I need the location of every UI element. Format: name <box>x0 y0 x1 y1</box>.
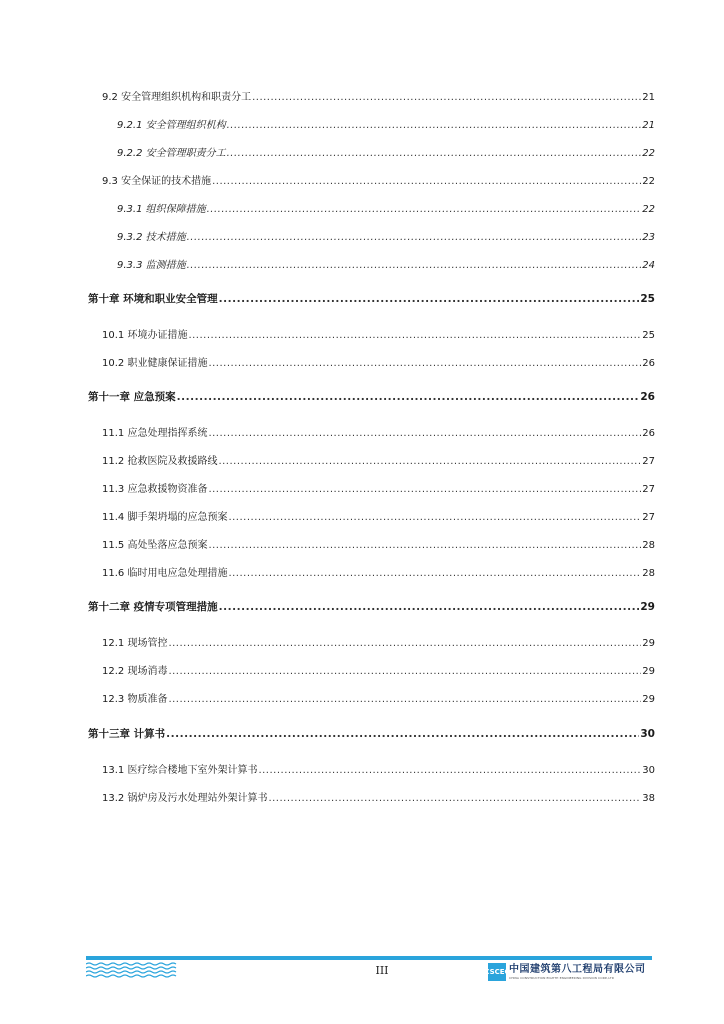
toc-entry-title: 9.2 安全管理组织机构和职责分工 <box>102 92 252 103</box>
toc-entry-title: 第十三章 计算书 <box>88 728 166 740</box>
footer-divider <box>86 956 652 960</box>
toc-entry[interactable] <box>102 789 655 804</box>
toc-leader-dots <box>208 428 641 439</box>
toc-leader-dots <box>187 260 642 271</box>
toc-entry[interactable] <box>102 634 655 649</box>
toc-entry-title: 第十二章 疫情专项管理措施 <box>88 601 218 613</box>
toc-leader-dots <box>207 204 642 215</box>
toc-entry-page: 26 <box>642 428 655 439</box>
toc-leader-dots <box>208 484 641 495</box>
toc-entry[interactable] <box>117 144 655 159</box>
toc-entry-title: 9.2.1 安全管理组织机构 <box>117 120 226 131</box>
wave-pattern-icon <box>86 962 178 980</box>
toc-leader-dots <box>212 176 641 187</box>
toc-entry-page: 27 <box>642 456 655 467</box>
toc-entry[interactable] <box>102 662 655 677</box>
toc-leader-dots <box>258 765 641 776</box>
toc-entry-page: 30 <box>642 765 655 776</box>
toc-entry-title: 9.2.2 安全管理职责分工 <box>117 148 226 159</box>
toc-entry-page: 26 <box>642 358 655 369</box>
toc-entry[interactable] <box>102 480 655 495</box>
toc-entry[interactable] <box>117 256 655 271</box>
toc-entry-page: 30 <box>640 728 655 740</box>
toc-entry-page: 27 <box>642 512 655 523</box>
toc-entry[interactable] <box>117 228 655 243</box>
toc-leader-dots <box>187 232 642 243</box>
toc-entry-title: 12.3 物质准备 <box>102 694 168 705</box>
toc-leader-dots <box>168 638 641 649</box>
toc-entry-page: 22 <box>642 148 655 159</box>
toc-entry-title: 12.2 现场消毒 <box>102 666 168 677</box>
toc-entry-title: 11.4 脚手架坍塌的应急预案 <box>102 512 228 523</box>
toc-entry-title: 11.1 应急处理指挥系统 <box>102 428 208 439</box>
toc-leader-dots <box>219 293 640 305</box>
toc-entry-page: 21 <box>642 92 655 103</box>
company-name-cn: 中国建筑第八工程局有限公司 <box>509 964 646 975</box>
cscec-logo-icon: CSCEC <box>488 963 506 981</box>
toc-entry-page: 29 <box>642 694 655 705</box>
toc-entry-page: 26 <box>640 391 655 403</box>
toc-leader-dots <box>168 666 641 677</box>
toc-entry[interactable] <box>102 354 655 369</box>
toc-entry-title: 13.2 锅炉房及污水处理站外架计算书 <box>102 793 268 804</box>
toc-leader-dots <box>227 120 642 131</box>
toc-entry[interactable] <box>102 536 655 551</box>
toc-entry-title: 9.3 安全保证的技术措施 <box>102 176 212 187</box>
toc-entry-page: 29 <box>642 666 655 677</box>
toc-chapter-entry[interactable] <box>88 726 655 741</box>
toc-entry-title: 11.2 抢救医院及救援路线 <box>102 456 218 467</box>
toc-entry-title: 9.3.2 技术措施 <box>117 232 186 243</box>
toc-entry-page: 22 <box>642 176 655 187</box>
toc-entry-title: 12.1 现场管控 <box>102 638 168 649</box>
toc-entry-title: 10.1 环境办证措施 <box>102 330 188 341</box>
toc-leader-dots <box>227 148 642 159</box>
toc-entry-page: 22 <box>642 204 655 215</box>
company-logo <box>484 963 646 981</box>
toc-entry[interactable] <box>102 761 655 776</box>
toc-entry-page: 28 <box>642 568 655 579</box>
toc-leader-dots <box>228 568 641 579</box>
toc-entry[interactable] <box>102 564 655 579</box>
toc-entry-title: 第十一章 应急预案 <box>88 391 176 403</box>
toc-chapter-entry[interactable] <box>88 389 655 404</box>
toc-entry-title: 9.3.1 组织保障措施 <box>117 204 206 215</box>
toc-entry-title: 10.2 职业健康保证措施 <box>102 358 208 369</box>
toc-leader-dots <box>228 512 641 523</box>
toc-entry[interactable] <box>102 326 655 341</box>
toc-entry[interactable] <box>117 200 655 215</box>
toc-leader-dots <box>188 330 641 341</box>
toc-entry-title: 11.6 临时用电应急处理措施 <box>102 568 228 579</box>
toc-entry-title: 第十章 环境和职业安全管理 <box>88 293 218 305</box>
toc-leader-dots <box>218 456 641 467</box>
toc-entry[interactable] <box>102 172 655 187</box>
toc-entry[interactable] <box>102 88 655 103</box>
toc-leader-dots <box>166 728 639 740</box>
toc-entry-page: 25 <box>640 293 655 305</box>
toc-entry-page: 29 <box>640 601 655 613</box>
toc-leader-dots <box>208 358 641 369</box>
toc-chapter-entry[interactable] <box>88 599 655 614</box>
toc-entry-page: 28 <box>642 540 655 551</box>
toc-entry-page: 27 <box>642 484 655 495</box>
toc-leader-dots <box>252 92 641 103</box>
toc-entry-title: 11.5 高处坠落应急预案 <box>102 540 208 551</box>
toc-entry-page: 38 <box>642 793 655 804</box>
toc-entry-page: 24 <box>642 260 655 271</box>
toc-entry-page: 23 <box>642 232 655 243</box>
toc-leader-dots <box>268 793 641 804</box>
toc-leader-dots <box>219 601 640 613</box>
toc-entry[interactable] <box>102 508 655 523</box>
toc-entry[interactable] <box>102 424 655 439</box>
toc-leader-dots <box>177 391 640 403</box>
toc-leader-dots <box>208 540 641 551</box>
toc-entry-page: 25 <box>642 330 655 341</box>
toc-entry[interactable] <box>102 690 655 705</box>
toc-entry-title: 11.3 应急救援物资准备 <box>102 484 208 495</box>
toc-entry-page: 29 <box>642 638 655 649</box>
toc-entry[interactable] <box>102 452 655 467</box>
page-number: III <box>375 964 389 977</box>
toc-chapter-entry[interactable] <box>88 291 655 306</box>
toc-entry-title: 13.1 医疗综合楼地下室外架计算书 <box>102 765 258 776</box>
toc-entry[interactable] <box>117 116 655 131</box>
toc-entry-title: 9.3.3 监测措施 <box>117 260 186 271</box>
toc-entry-page: 21 <box>642 120 655 131</box>
toc-leader-dots <box>168 694 641 705</box>
company-name-en: CHINA CONSTRUCTION EIGHTH ENGINEERING DIVISION CORP.,LTD <box>509 976 615 980</box>
